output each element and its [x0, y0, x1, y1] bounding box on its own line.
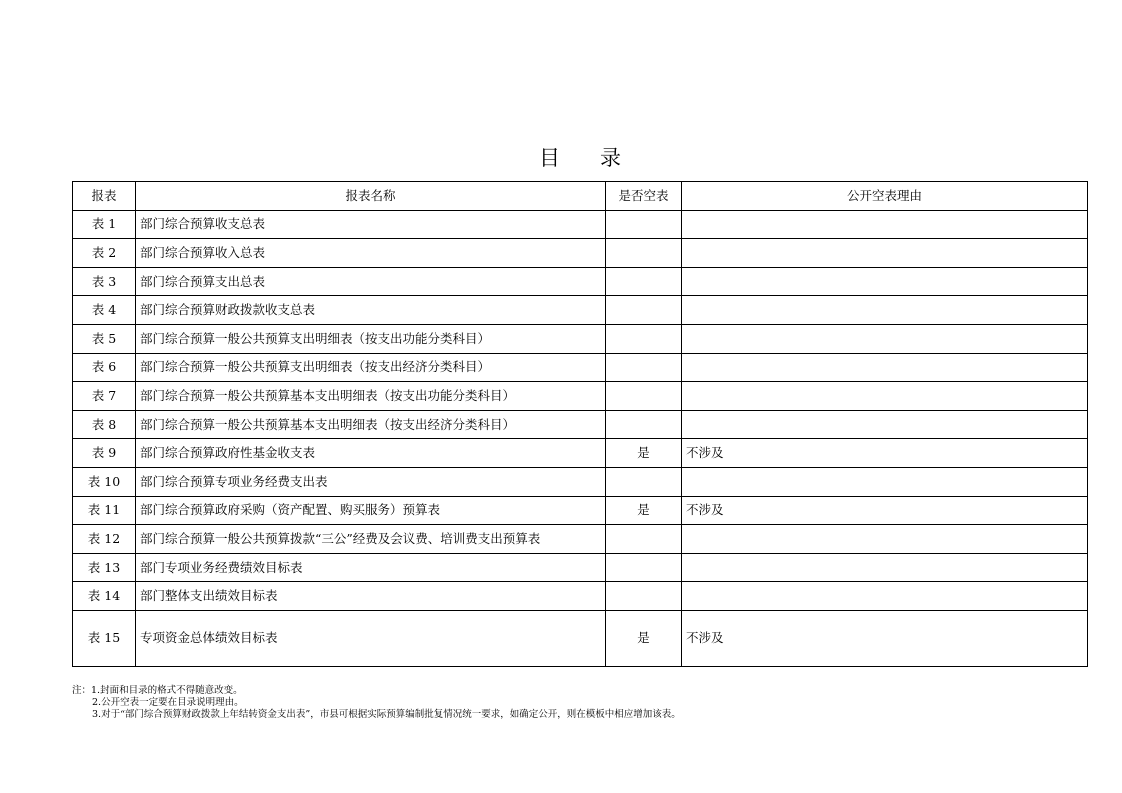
row-is-empty	[606, 267, 682, 296]
row-name: 部门综合预算专项业务经费支出表	[136, 467, 606, 496]
header-name: 报表名称	[136, 182, 606, 211]
row-name: 部门综合预算政府性基金收支表	[136, 439, 606, 468]
row-name: 部门专项业务经费绩效目标表	[136, 553, 606, 582]
table-row	[73, 439, 1088, 468]
row-reason: 不涉及	[682, 496, 1088, 525]
row-code: 表 10	[73, 467, 136, 496]
row-name: 部门综合预算财政拨款收支总表	[136, 296, 606, 325]
header-reason: 公开空表理由	[682, 182, 1088, 211]
row-is-empty: 是	[606, 610, 682, 666]
row-name: 部门综合预算一般公共预算支出明细表（按支出功能分类科目）	[136, 324, 606, 353]
table-row	[73, 353, 1088, 382]
row-code: 表 1	[73, 210, 136, 239]
table-row	[73, 382, 1088, 411]
row-reason	[682, 582, 1088, 611]
row-reason	[682, 267, 1088, 296]
row-name: 部门综合预算支出总表	[136, 267, 606, 296]
row-name: 部门综合预算收入总表	[136, 239, 606, 268]
table-row	[73, 267, 1088, 296]
row-is-empty	[606, 553, 682, 582]
row-code: 表 2	[73, 239, 136, 268]
row-reason	[682, 553, 1088, 582]
row-is-empty	[606, 382, 682, 411]
row-is-empty	[606, 296, 682, 325]
header-is-empty: 是否空表	[606, 182, 682, 211]
footnote-line: 2.公开空表一定要在目录说明理由。	[92, 697, 244, 708]
row-reason	[682, 353, 1088, 382]
footnote-line: 3.对于“部门综合预算财政拨款上年结转资金支出表”，市县可根据实际预算编制批复情况统一要求，如确定公开，则在模板中相应增加该表。	[92, 709, 681, 720]
table-row	[73, 296, 1088, 325]
footnote-line: 注：1.封面和目录的格式不得随意改变。	[72, 685, 243, 696]
row-reason	[682, 210, 1088, 239]
row-reason	[682, 296, 1088, 325]
table-row	[73, 582, 1088, 611]
row-is-empty: 是	[606, 496, 682, 525]
table-row	[73, 525, 1088, 554]
row-is-empty	[606, 582, 682, 611]
row-name: 部门综合预算收支总表	[136, 210, 606, 239]
row-name: 部门综合预算一般公共预算拨款“三公”经费及会议费、培训费支出预算表	[136, 525, 606, 554]
row-code: 表 7	[73, 382, 136, 411]
row-reason	[682, 410, 1088, 439]
table-row	[73, 610, 1088, 666]
footnotes	[72, 685, 681, 721]
row-code: 表 13	[73, 553, 136, 582]
row-reason	[682, 467, 1088, 496]
row-is-empty	[606, 353, 682, 382]
row-is-empty	[606, 525, 682, 554]
row-name: 部门整体支出绩效目标表	[136, 582, 606, 611]
row-code: 表 3	[73, 267, 136, 296]
row-is-empty: 是	[606, 439, 682, 468]
table-row	[73, 553, 1088, 582]
table-row	[73, 410, 1088, 439]
row-code: 表 4	[73, 296, 136, 325]
table-row	[73, 467, 1088, 496]
row-is-empty	[606, 410, 682, 439]
row-name: 部门综合预算一般公共预算基本支出明细表（按支出经济分类科目）	[136, 410, 606, 439]
row-code: 表 8	[73, 410, 136, 439]
row-is-empty	[606, 239, 682, 268]
page-title	[0, 143, 1122, 173]
table-row	[73, 496, 1088, 525]
table-row	[73, 324, 1088, 353]
row-code: 表 14	[73, 582, 136, 611]
row-reason	[682, 324, 1088, 353]
row-name: 部门综合预算政府采购（资产配置、购买服务）预算表	[136, 496, 606, 525]
page-title-char-2: 录	[600, 146, 621, 170]
header-code: 报表	[73, 182, 136, 211]
row-name: 部门综合预算一般公共预算支出明细表（按支出经济分类科目）	[136, 353, 606, 382]
row-reason: 不涉及	[682, 610, 1088, 666]
row-is-empty	[606, 467, 682, 496]
row-reason	[682, 382, 1088, 411]
row-code: 表 11	[73, 496, 136, 525]
table-row	[73, 210, 1088, 239]
page-title-char-1: 目	[539, 146, 560, 170]
row-code: 表 5	[73, 324, 136, 353]
row-is-empty	[606, 210, 682, 239]
row-code: 表 12	[73, 525, 136, 554]
row-code: 表 9	[73, 439, 136, 468]
row-reason	[682, 239, 1088, 268]
row-code: 表 6	[73, 353, 136, 382]
row-reason	[682, 525, 1088, 554]
table-row	[73, 239, 1088, 268]
row-name: 专项资金总体绩效目标表	[136, 610, 606, 666]
row-name: 部门综合预算一般公共预算基本支出明细表（按支出功能分类科目）	[136, 382, 606, 411]
row-is-empty	[606, 324, 682, 353]
catalog-table	[72, 181, 1088, 667]
table-header-row	[73, 182, 1088, 211]
row-reason: 不涉及	[682, 439, 1088, 468]
row-code: 表 15	[73, 610, 136, 666]
